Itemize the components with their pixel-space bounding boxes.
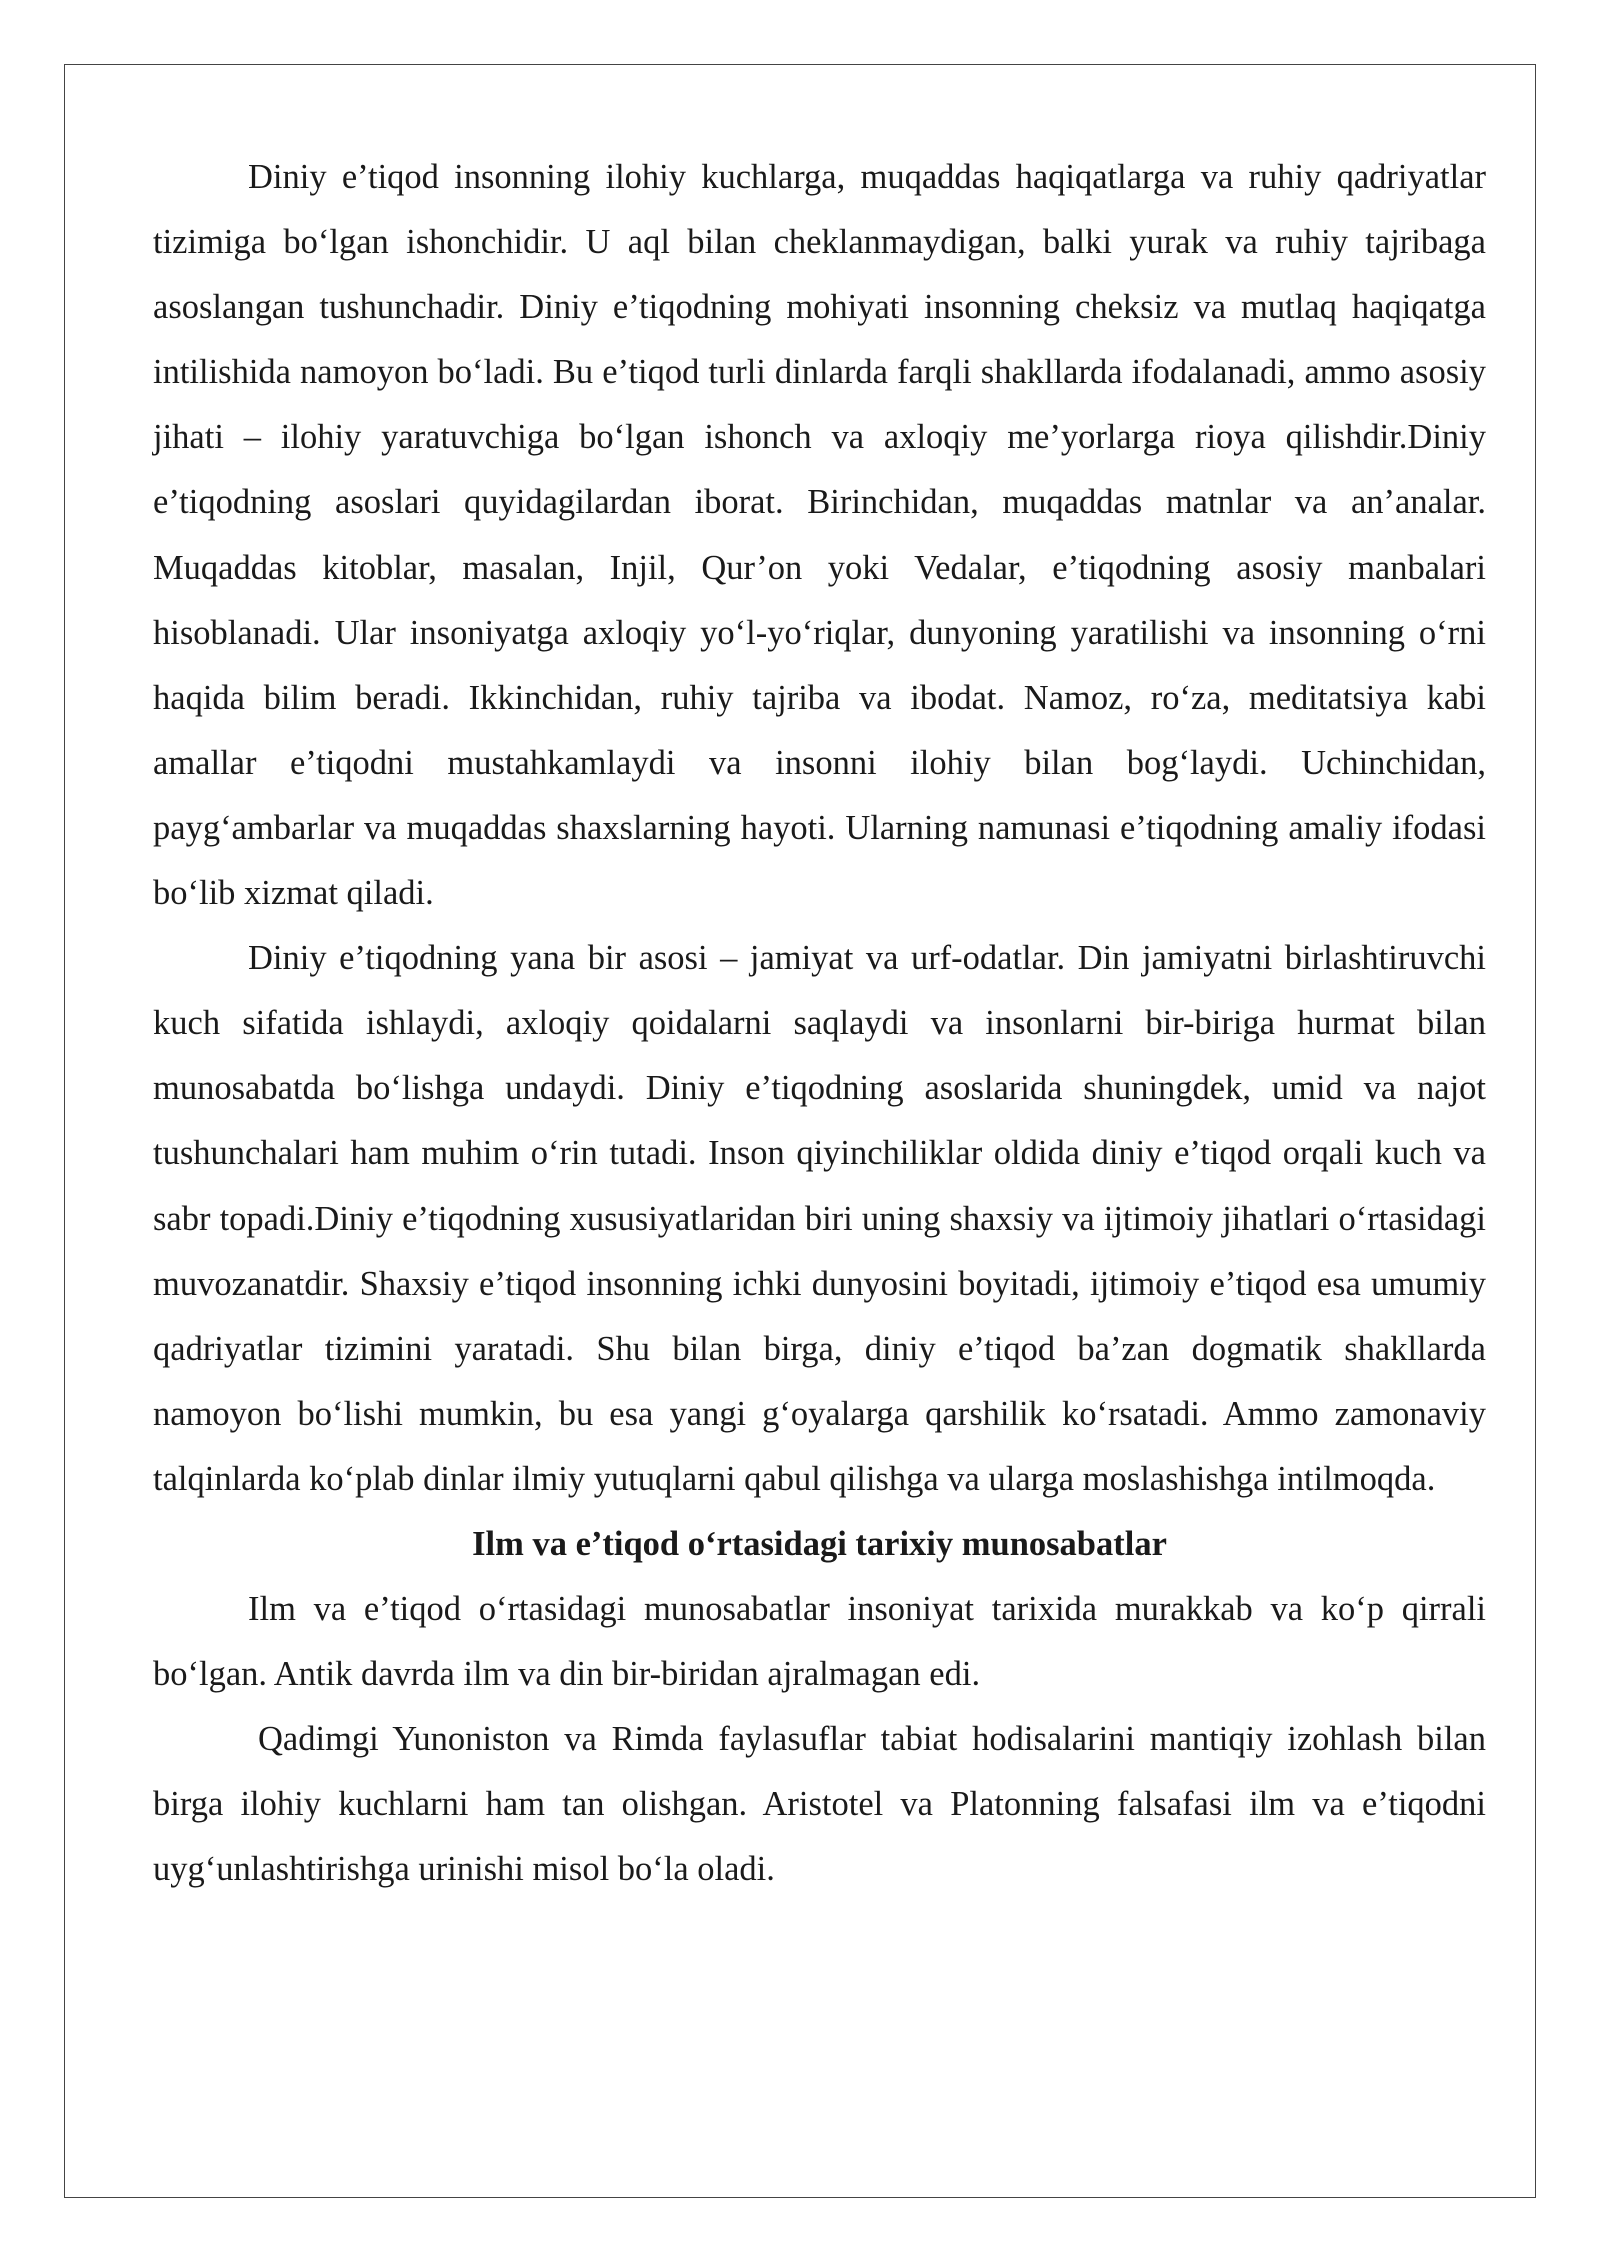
section-heading: Ilm va e’tiqod o‘rtasidagi tarixiy munosabatlar [472,1524,1167,1563]
paragraph-1: Diniy e’tiqod insonning ilohiy kuchlarga, muqaddas haqiqatlarga va ruhiy qadriyatlar tizimiga bo‘lgan ishonchidir. U aql bilan cheklanmaydigan, balki yurak va ruhiy tajribaga asoslangan tushunchadir. Diniy e’tiqodning mohiyati insonning cheksiz va mutlaq haqiqatga intilishida namoyon bo‘ladi. Bu e’tiqod turli dinlarda farqli shakllarda ifodalanadi, ammo asosiy jihati – ilohiy yaratuvchiga bo‘lgan ishonch va axloqiy me’yorlarga rioya qilishdir.Diniy e’tiqodning asoslari quyidagilardan iborat. Birinchidan, muqaddas matnlar va an’analar. Muqaddas kitoblar, masalan, Injil, Qur’on yoki Vedalar, e’tiqodning asosiy manbalari hisoblanadi. Ular insoniyatga axloqiy yo‘l-yo‘riqlar, dunyoning yaratilishi va insonning o‘rni haqida bilim beradi. Ikkinchidan, ruhiy tajriba va ibodat. Namoz, ro‘za, meditatsiya kabi amallar e’tiqodni mustahkamlaydi va insonni ilohiy bilan bog‘laydi. Uchinchidan, payg‘ambarlar va muqaddas shaxslarning hayoti. Ularning namunasi e’tiqodning amaliy ifodasi bo‘lib xizmat qiladi. [153,158,1486,913]
paragraph-3: Ilm va e’tiqod o‘rtasidagi munosabatlar insoniyat tarixida murakkab va ko‘p qirrali bo‘lgan. Antik davrda ilm va din bir-biridan ajralmagan edi. [153,1590,1486,1694]
paragraph-2: Diniy e’tiqodning yana bir asosi – jamiyat va urf-odatlar. Din jamiyatni birlashtiruvchi kuch sifatida ishlaydi, axloqiy qoidalarni saqlaydi va insonlarni bir-biriga hurmat bilan munosabatda bo‘lishga undaydi. Diniy e’tiqodning asoslarida shuningdek, umid va najot tushunchalari ham muhim o‘rin tutadi. Inson qiyinchiliklar oldida diniy e’tiqod orqali kuch va sabr topadi.Diniy e’tiqodning xususiyatlaridan biri uning shaxsiy va ijtimoiy jihatlari o‘rtasidagi muvozanatdir. Shaxsiy e’tiqod insonning ichki dunyosini boyitadi, ijtimoiy e’tiqod esa umumiy qadriyatlar tizimini yaratadi. Shu bilan birga, diniy e’tiqod ba’zan dogmatik shakllarda namoyon bo‘lishi mumkin, bu esa yangi g‘oyalarga qarshilik ko‘rsatadi. Ammo zamonaviy talqinlarda ko‘plab dinlar ilmiy yutuqlarni qabul qilishga va ularga moslashishga intilmoqda. [153,939,1486,1498]
document-body [153,145,1486,1903]
paragraph-4: Qadimgi Yunoniston va Rimda faylasuflar tabiat hodisalarini mantiqiy izohlash bilan birga ilohiy kuchlarni ham tan olishgan. Aristotel va Platonning falsafasi ilm va e’tiqodni uyg‘unlashtirishga urinishi misol bo‘la oladi. [153,1720,1486,1889]
